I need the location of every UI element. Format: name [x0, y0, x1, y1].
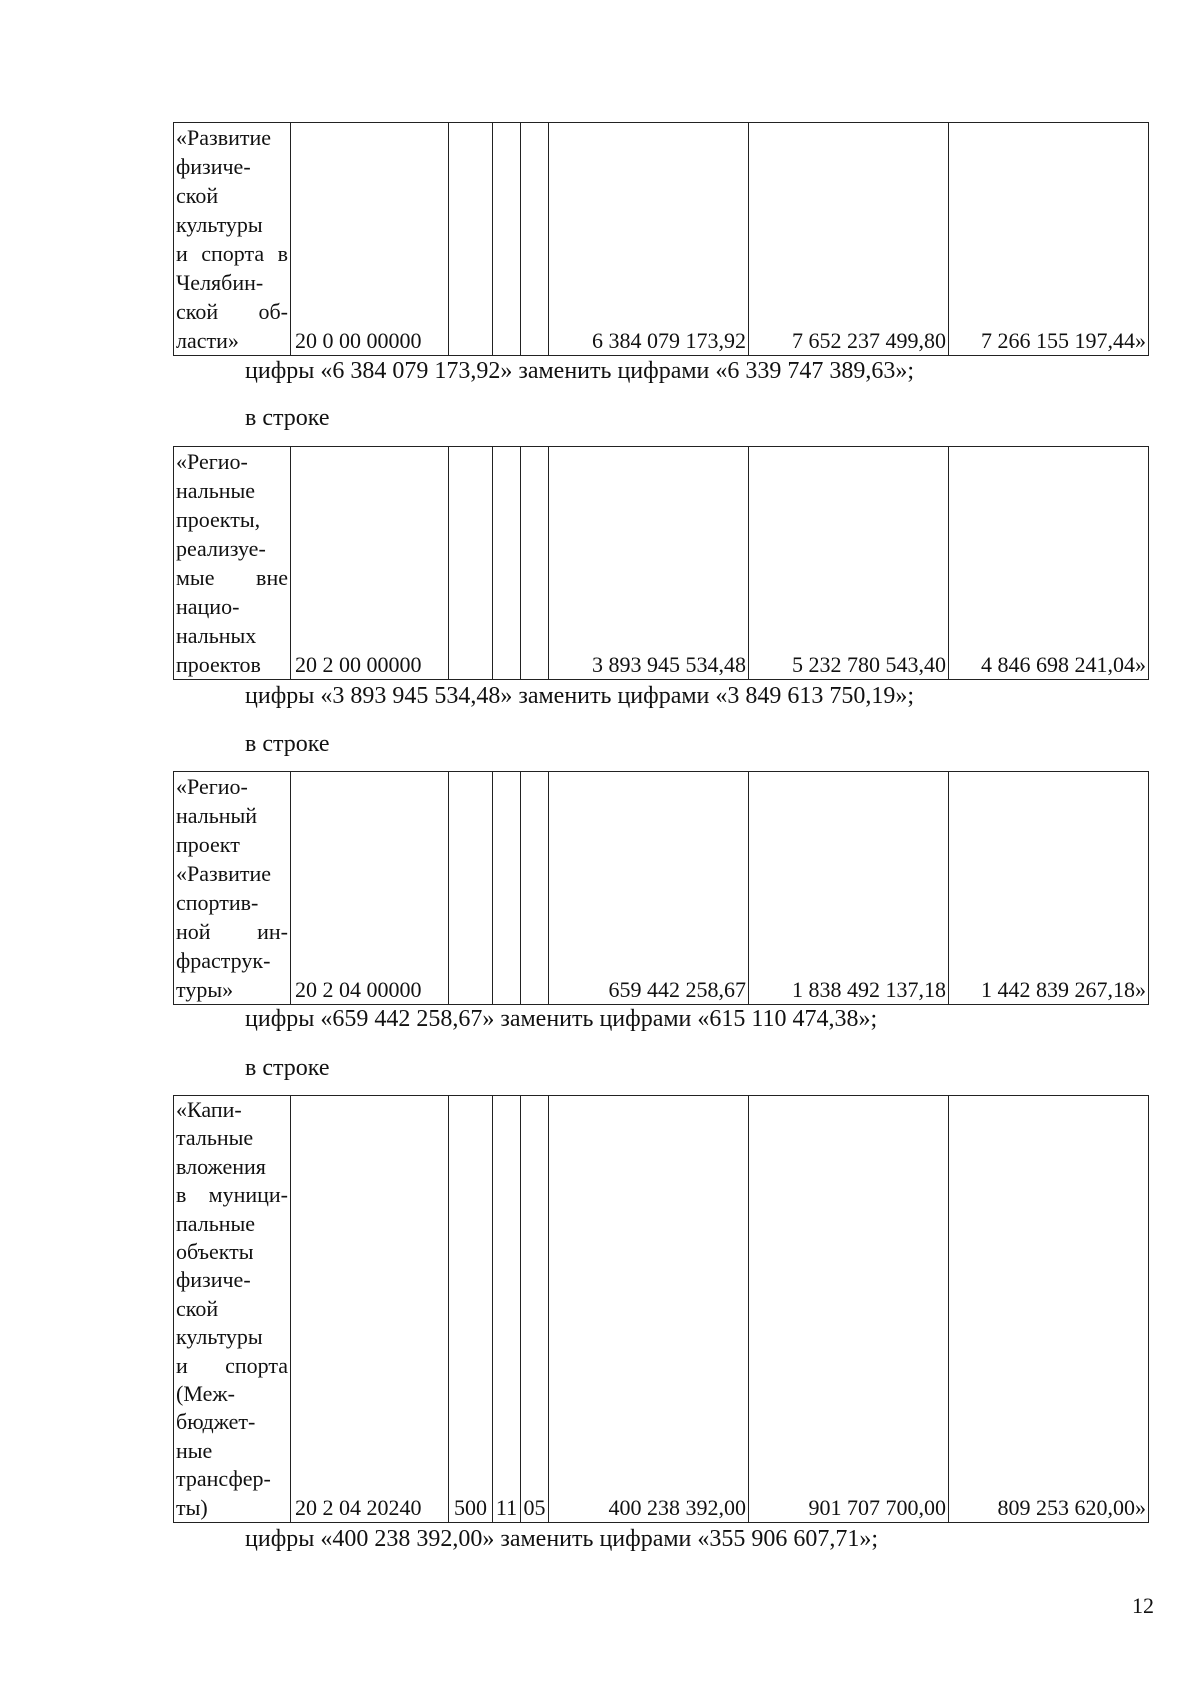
amount-year2-cell: 1 838 492 137,18: [749, 772, 949, 1005]
in-row-label: в строке: [245, 1055, 330, 1081]
page-number: 12: [1132, 1593, 1154, 1618]
budget-row-table: [173, 446, 1149, 680]
row-name-line: пальные: [176, 1210, 256, 1236]
row-name-line: «Развитие: [176, 861, 272, 886]
amount-year2-cell: 7 652 237 499,80: [749, 123, 949, 356]
row-name-line: Челябин-: [176, 270, 264, 295]
row-name-line: трансфер-: [176, 1466, 271, 1492]
row-name-line: проектов: [176, 652, 261, 677]
amount-year1-cell: 400 238 392,00: [549, 1096, 749, 1523]
row-name-line: ты): [176, 1494, 208, 1520]
row-name-line: ской об-: [176, 299, 288, 324]
table-row: [174, 1096, 1149, 1523]
row-name-line: «Регио-: [176, 449, 248, 474]
replacement-instruction: цифры «6 384 079 173,92» заменить цифрами «6 339 747 389,63»;: [245, 358, 915, 384]
row-name-line: тальные: [176, 1125, 254, 1151]
row-name-line: ской: [176, 183, 219, 208]
row-name-cell: [174, 772, 291, 1005]
row-name-line: проект: [176, 832, 240, 857]
amount-year3-cell: 1 442 839 267,18»: [949, 772, 1149, 1005]
target-article-cell: 20 2 04 20240: [291, 1096, 449, 1523]
section-cell: 11: [493, 1096, 521, 1523]
target-article-cell: 20 0 00 00000: [291, 123, 449, 356]
expense-type-cell: [449, 123, 493, 356]
table-row: [174, 447, 1149, 680]
section-cell: [493, 123, 521, 356]
row-name-line: бюджет-: [176, 1409, 256, 1435]
row-name-line: «Регио-: [176, 774, 248, 799]
row-name-cell: [174, 1096, 291, 1523]
row-name-line: проекты,: [176, 507, 261, 532]
amount-year1-cell: 659 442 258,67: [549, 772, 749, 1005]
amount-year1-cell: 6 384 079 173,92: [549, 123, 749, 356]
row-name-line: фраструк-: [176, 948, 271, 973]
budget-row-table: [173, 1095, 1149, 1523]
amount-year2-cell: 901 707 700,00: [749, 1096, 949, 1523]
row-name-line: нацио-: [176, 594, 240, 619]
row-name-line: и спорта в: [176, 241, 288, 266]
target-article-cell: 20 2 00 00000: [291, 447, 449, 680]
replacement-instruction: цифры «659 442 258,67» заменить цифрами «615 110 474,38»;: [245, 1006, 878, 1032]
row-name-line: и спорта: [176, 1352, 288, 1378]
amount-year3-cell: 4 846 698 241,04»: [949, 447, 1149, 680]
row-name-line: спортив-: [176, 890, 259, 915]
row-name-line: ласти»: [176, 328, 239, 353]
row-name-line: ные: [176, 1437, 213, 1463]
amount-year3-cell: 7 266 155 197,44»: [949, 123, 1149, 356]
row-name-cell: [174, 123, 291, 356]
amount-year2-cell: 5 232 780 543,40: [749, 447, 949, 680]
amount-year1-cell: 3 893 945 534,48: [549, 447, 749, 680]
replacement-instruction: цифры «400 238 392,00» заменить цифрами «355 906 607,71»;: [245, 1526, 879, 1552]
replacement-instruction: цифры «3 893 945 534,48» заменить цифрами «3 849 613 750,19»;: [245, 683, 915, 709]
row-name-line: «Развитие: [176, 125, 272, 150]
in-row-label: в строке: [245, 731, 330, 757]
row-name-line: культуры: [176, 1324, 263, 1350]
in-row-label: в строке: [245, 405, 330, 431]
row-name-line: ной ин-: [176, 919, 288, 944]
table-row: [174, 123, 1149, 356]
row-name-line: вложения: [176, 1153, 266, 1179]
expense-type-cell: [449, 447, 493, 680]
row-name-line: нальные: [176, 478, 256, 503]
target-article-cell: 20 2 04 00000: [291, 772, 449, 1005]
row-name-line: в муници-: [176, 1182, 288, 1208]
budget-row-table: [173, 771, 1149, 1005]
section-cell: [493, 447, 521, 680]
section-cell: [493, 772, 521, 1005]
row-name-line: физиче-: [176, 1267, 251, 1293]
row-name-cell: [174, 447, 291, 680]
subsection-cell: [521, 447, 549, 680]
row-name-line: «Капи-: [176, 1097, 242, 1122]
row-name-line: нальный: [176, 803, 258, 828]
subsection-cell: [521, 772, 549, 1005]
amount-year3-cell: 809 253 620,00»: [949, 1096, 1149, 1523]
row-name-line: ской: [176, 1295, 219, 1321]
row-name-line: (Меж-: [176, 1381, 235, 1407]
expense-type-cell: 500: [449, 1096, 493, 1523]
row-name-line: нальных: [176, 623, 257, 648]
row-name-line: объекты: [176, 1239, 254, 1265]
subsection-cell: [521, 123, 549, 356]
row-name-line: культуры: [176, 212, 263, 237]
row-name-line: физиче-: [176, 154, 251, 179]
row-name-line: реализуе-: [176, 536, 266, 561]
budget-row-table: [173, 122, 1149, 356]
row-name-line: туры»: [176, 977, 234, 1002]
subsection-cell: 05: [521, 1096, 549, 1523]
table-row: [174, 772, 1149, 1005]
row-name-line: мые вне: [176, 565, 288, 590]
expense-type-cell: [449, 772, 493, 1005]
